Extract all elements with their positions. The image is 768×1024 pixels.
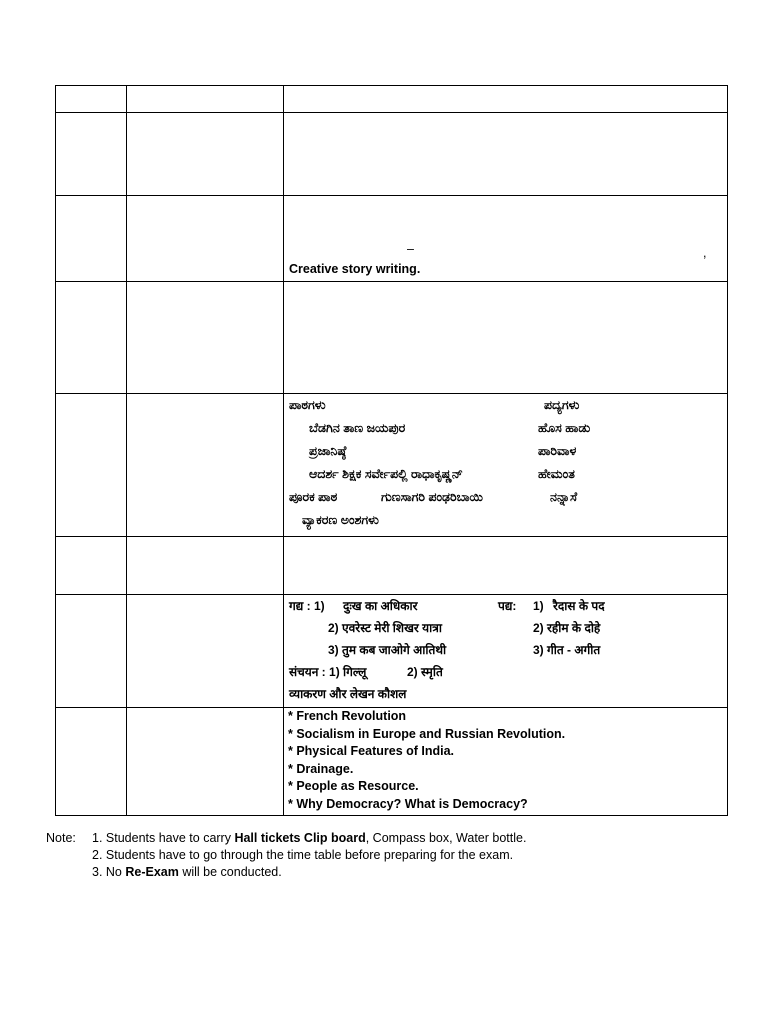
kannada-text: ಪಾಠಗಳು — [289, 398, 326, 412]
kannada-line — [288, 417, 723, 440]
hindi-line — [288, 595, 723, 617]
exam-syllabus-table — [55, 85, 728, 816]
comma-mark: , — [703, 246, 707, 260]
hindi-text: संचयन : 1) गिल्लू — [289, 665, 367, 679]
syllabus-item: * Drainage. — [288, 761, 354, 776]
hindi-line — [288, 683, 723, 705]
table-cell — [56, 282, 127, 394]
hindi-text: गद्य : 1) — [289, 599, 325, 613]
kannada-text: ಬೆಡಗಿನ ತಾಣ ಜಯಪುರ — [309, 421, 406, 435]
table-row — [56, 282, 728, 394]
table-cell — [127, 282, 284, 394]
hindi-text: रैदास के पद — [553, 599, 605, 613]
note-text: , Compass box, Water bottle. — [365, 831, 527, 845]
note-item — [92, 830, 526, 847]
kannada-line — [288, 486, 723, 509]
kannada-text: ಆದರ್ಶ ಶಿಕ್ಷಕ ಸರ್ವೇಪಲ್ಲಿ ರಾಧಾಕೃಷ್ಣನ್ — [309, 467, 463, 481]
kannada-text: ಪೂರಕ ಪಾಠ — [289, 490, 338, 504]
syllabus-cell — [284, 394, 728, 537]
creative-writing-text: Creative story writing. — [289, 262, 421, 276]
note-bold-text: Hall tickets Clip board — [234, 831, 366, 845]
table-cell — [56, 113, 127, 196]
kannada-text: ಹೇಮಂತ — [538, 467, 575, 481]
table-cell — [127, 595, 284, 708]
hindi-text: 2) स्मृति — [407, 665, 443, 679]
dash-mark: – — [407, 242, 414, 256]
kannada-line — [288, 463, 723, 486]
hindi-text: 3) तुम कब जाओगे आतिथी — [328, 643, 447, 657]
note-text: 3. No — [92, 865, 126, 879]
hindi-line — [288, 639, 723, 661]
note-item: 2. Students have to go through the time table before preparing for the exam. — [92, 848, 514, 862]
table-cell — [56, 708, 127, 816]
table-cell — [284, 86, 728, 113]
kannada-text: ಗುಣಸಾಗರಿ ಪಂಢರಿಬಾಯಿ — [381, 490, 483, 504]
hindi-text: 2) रहीम के दोहे — [533, 621, 601, 635]
note-text: will be conducted. — [178, 865, 282, 879]
table-cell — [56, 86, 127, 113]
hindi-text: 3) गीत - अगीत — [533, 643, 601, 657]
syllabus-cell — [284, 595, 728, 708]
hindi-text: व्याकरण और लेखन कौशल — [289, 687, 407, 701]
table-cell — [284, 282, 728, 394]
syllabus-cell — [284, 708, 728, 816]
table-cell — [56, 595, 127, 708]
kannada-text: ಪಾರಿವಾಳ — [538, 444, 577, 458]
table-row-social-science — [56, 708, 728, 816]
table-cell — [127, 394, 284, 537]
table-cell — [127, 708, 284, 816]
note-label: Note: — [46, 831, 76, 845]
table-cell — [56, 394, 127, 537]
kannada-line — [288, 394, 723, 417]
table-cell — [127, 113, 284, 196]
kannada-text: ಪದ್ಯಗಳು — [544, 398, 580, 412]
table-cell — [284, 537, 728, 595]
syllabus-item: * People as Resource. — [288, 779, 419, 793]
table-cell — [127, 196, 284, 282]
hindi-text: दुःख का अधिकार — [343, 599, 418, 613]
table-cell — [56, 196, 127, 282]
table-header-row — [56, 86, 728, 113]
syllabus-item: * Physical Features of India. — [288, 744, 455, 758]
kannada-text: ನನ್ನಾಸೆ — [550, 490, 578, 504]
hindi-line — [288, 617, 723, 639]
table-row-hindi — [56, 595, 728, 708]
note-item — [92, 864, 526, 881]
table-cell — [127, 537, 284, 595]
kannada-line — [288, 440, 723, 463]
note-text: 1. Students have to carry — [92, 831, 235, 845]
table-cell — [284, 113, 728, 196]
table-cell — [127, 86, 284, 113]
note-bold-text: Re-Exam — [125, 865, 179, 879]
kannada-text: ಹೊಸ ಹಾಡು — [538, 421, 591, 435]
hindi-text: 1) — [533, 599, 544, 613]
syllabus-item: * Socialism in Europe and Russian Revolution. — [288, 726, 566, 741]
kannada-text: ಪ್ರಜಾನಿಷ್ಠೆ — [309, 444, 347, 458]
kannada-text: ವ್ಯಾಕರಣ ಅಂಶಗಳು — [302, 513, 379, 527]
table-row-kannada — [56, 394, 728, 537]
hindi-line — [288, 661, 723, 683]
kannada-line — [288, 509, 723, 532]
syllabus-cell — [284, 196, 728, 282]
table-row-english — [56, 196, 728, 282]
hindi-text: 2) एवरेस्ट मेरी शिखर यात्रा — [328, 621, 442, 635]
syllabus-item: * French Revolution — [288, 709, 407, 723]
syllabus-item: * Why Democracy? What is Democracy? — [288, 796, 528, 811]
table-row — [56, 537, 728, 595]
hindi-text: पद्य: — [498, 599, 517, 613]
table-cell — [56, 537, 127, 595]
table-row — [56, 113, 728, 196]
